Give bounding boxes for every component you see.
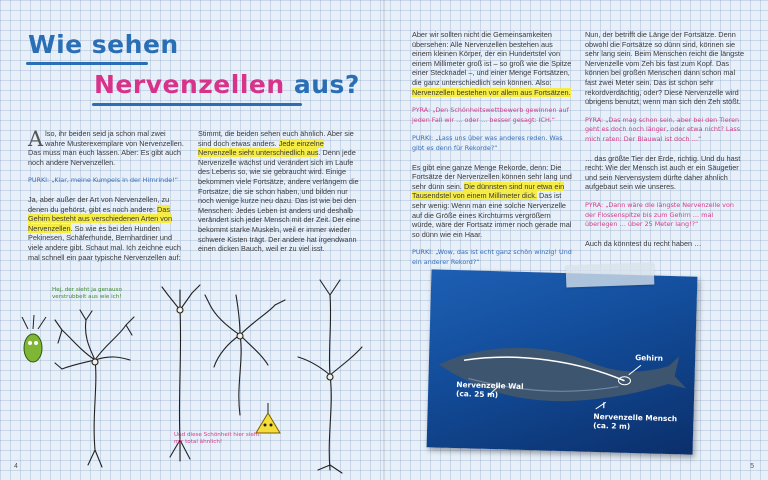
text-run: lso, ihr beiden seid ja schon mal zwei wahre Musterexemplare von Nervenzellen. Das muss man euch lassen. Aber: Es gibt auch noch andere Nervenzellen. [28, 129, 184, 167]
text-column-2 [198, 129, 360, 263]
text-run: . So wie es bei den Hunden Pekinesen, Schäferhunde, Bernhardiner und viele andere gibt. Schaut mal. Ich zeichne euch mal schnell ein paar typische Nervenzellen auf: [28, 223, 181, 262]
label-nervenzelle-wal: Nervenzelle Wal (ca. 25 m) [455, 380, 524, 400]
paragraph [28, 129, 186, 167]
blue-whale-photo [427, 269, 698, 454]
label-gehirn: Gehirn [635, 353, 664, 363]
pyra-character [256, 403, 280, 433]
highlighted-text: Jede einzelne Nervenzelle sieht unterschiedlich aus [198, 138, 324, 158]
paragraph [412, 163, 572, 240]
text-column-1 [28, 129, 186, 271]
title-underline-1 [26, 62, 148, 65]
highlighted-text: Nervenzellen bestehen vor allem aus Fortsätzen. [412, 87, 571, 97]
text-run: Ja, aber außer der Art von Nervenzellen, zu denen du gehörst, gibt es noch andere: [28, 194, 170, 214]
purki-speech: PURKI: „Klar, meine Kumpels in der Hirnrinde!“ [28, 176, 179, 185]
purki-character [22, 315, 46, 362]
note-purki-sketch: Hej, der sieht ja genauso verstrubbelt aus wie ich! [52, 287, 122, 301]
pyra-speech: PYRA: „Dann wäre die längste Nervenzelle von der Flossenspitze bis zum Gehirn … mal überlegen … über 25 Meter lang!?“ [585, 200, 734, 229]
highlighted-text: Die dünnsten sind nur etwa ein Tausendstel von einem Millimeter dick. [412, 181, 565, 201]
title-underline-2 [92, 103, 302, 106]
tape-strip [566, 262, 655, 287]
highlighted-text: Das Gehirn besteht aus verschiedenen Arten von Nervenzellen [28, 204, 173, 233]
text-column-3 [412, 30, 572, 276]
purki-speech: PURKI: „Lass uns über was anderes reden. Was gibt es denn für Rekorde?“ [412, 134, 563, 152]
drop-cap: A [28, 127, 44, 151]
neuron-sketch-3 [205, 295, 285, 415]
note-pyra-sketch: Und diese Schönheit hier sieht mir total ähnlich! [174, 432, 260, 446]
text-run: Es gibt eine ganze Menge Rekorde, denn: Die Fortsätze der Nervenzellen können sehr lang und sehr dünn sein. [412, 162, 572, 191]
pyra-speech: PYRA: „Das mag schon sein, aber bei den Tieren geht es doch noch länger, oder etwa nicht? Lass mich raten: Der Blauwal ist doch …“ [585, 115, 741, 143]
title-word-aus: aus? [293, 70, 360, 99]
title-line-2 [94, 70, 360, 99]
pyra-speech: PYRA: „Den Schönheitswettbewerb gewinnen auf jeden Fall wir … oder … besser gesagt: ICH.“ [412, 106, 569, 124]
neuron-sketch-4 [298, 280, 362, 473]
text-column-4 [585, 30, 745, 257]
text-run: Stimmt, die beiden sehen euch ähnlich. Aber sie sind doch etwas anders. [198, 129, 354, 148]
page-number-left: 4 [14, 463, 18, 470]
paragraph [198, 129, 360, 254]
text-run: Das ist sehr wenig: Wenn man eine solche Nervenzelle auf die Größe eines Kirchturms vergrößern würde, wäre der Fortsatz immer noch gerade mal so dünn wie ein Haar. [412, 191, 572, 239]
page-fold [383, 0, 385, 480]
purki-speech: PURKI: „Wow, das ist echt ganz schön winzig! Und ein anderer Rekord?“ [412, 248, 572, 266]
paragraph: … das größte Tier der Erde, richtig. Und du hast recht: Wie der Mensch ist auch er ein Säugetier und sein Nervensystem dürfte daher ähnlich aufgebaut sein wie unseres. [585, 153, 741, 192]
paragraph: Auch da könntest du recht haben … [585, 238, 702, 248]
paragraph: Nun, der betrifft die Länge der Fortsätze. Denn obwohl die Fortsätze so dünn sind, können sie sehr lang sein. Beim Menschen reicht die längste Nervenzelle vom Zeh bis fast zum Kopf. Das können bei großen Menschen dann schon mal fast zwei Meter sein. Das ist schon sehr rekordverdächtig, oder? Diese Nervenzelle wird übrigens benutzt, wenn man sich den Zeh stößt. [585, 30, 744, 107]
page-number-right: 5 [750, 463, 754, 470]
text-run: . Denn jede Nervenzelle wächst und verändert sich im Laufe des Lebens so, wie sie gebraucht wird. Einige bekommen viele Fortsätze, andere verlängern die Fortsätze, die sie schon haben, und bilden nur noch wenige kurze neu dazu. Das ist wie bei den Menschen: Jedes Leben ist anders und deshalb verändert sich jeder Mensch mit der Zeit. Der eine bekommt starke Muskeln, weil er immer wieder schwere Kisten trägt. Der andere hat irgendwann einen dicken Bauch, weil er zu viel isst. [198, 148, 360, 254]
neuron-sketch-1 [55, 310, 134, 467]
paragraph [412, 30, 572, 97]
paragraph [28, 195, 186, 262]
text-run: Aber wir sollten nicht die Gemeinsamkeiten übersehen: Alle Nervenzellen bestehen aus einem kleinen Körper, der ein Hundertstel von einem Millimeter groß ist – so groß wie die Spitze einer Stecknadel –, und einer Menge Fortsätzen, die ganz unterschiedlich sein können. Also: [412, 30, 572, 87]
title-line-1: Wie sehen [28, 30, 179, 59]
label-nervenzelle-mensch: Nervenzelle Mensch (ca. 2 m) [593, 411, 678, 431]
title-word-nervenzellen: Nervenzellen [94, 70, 285, 99]
